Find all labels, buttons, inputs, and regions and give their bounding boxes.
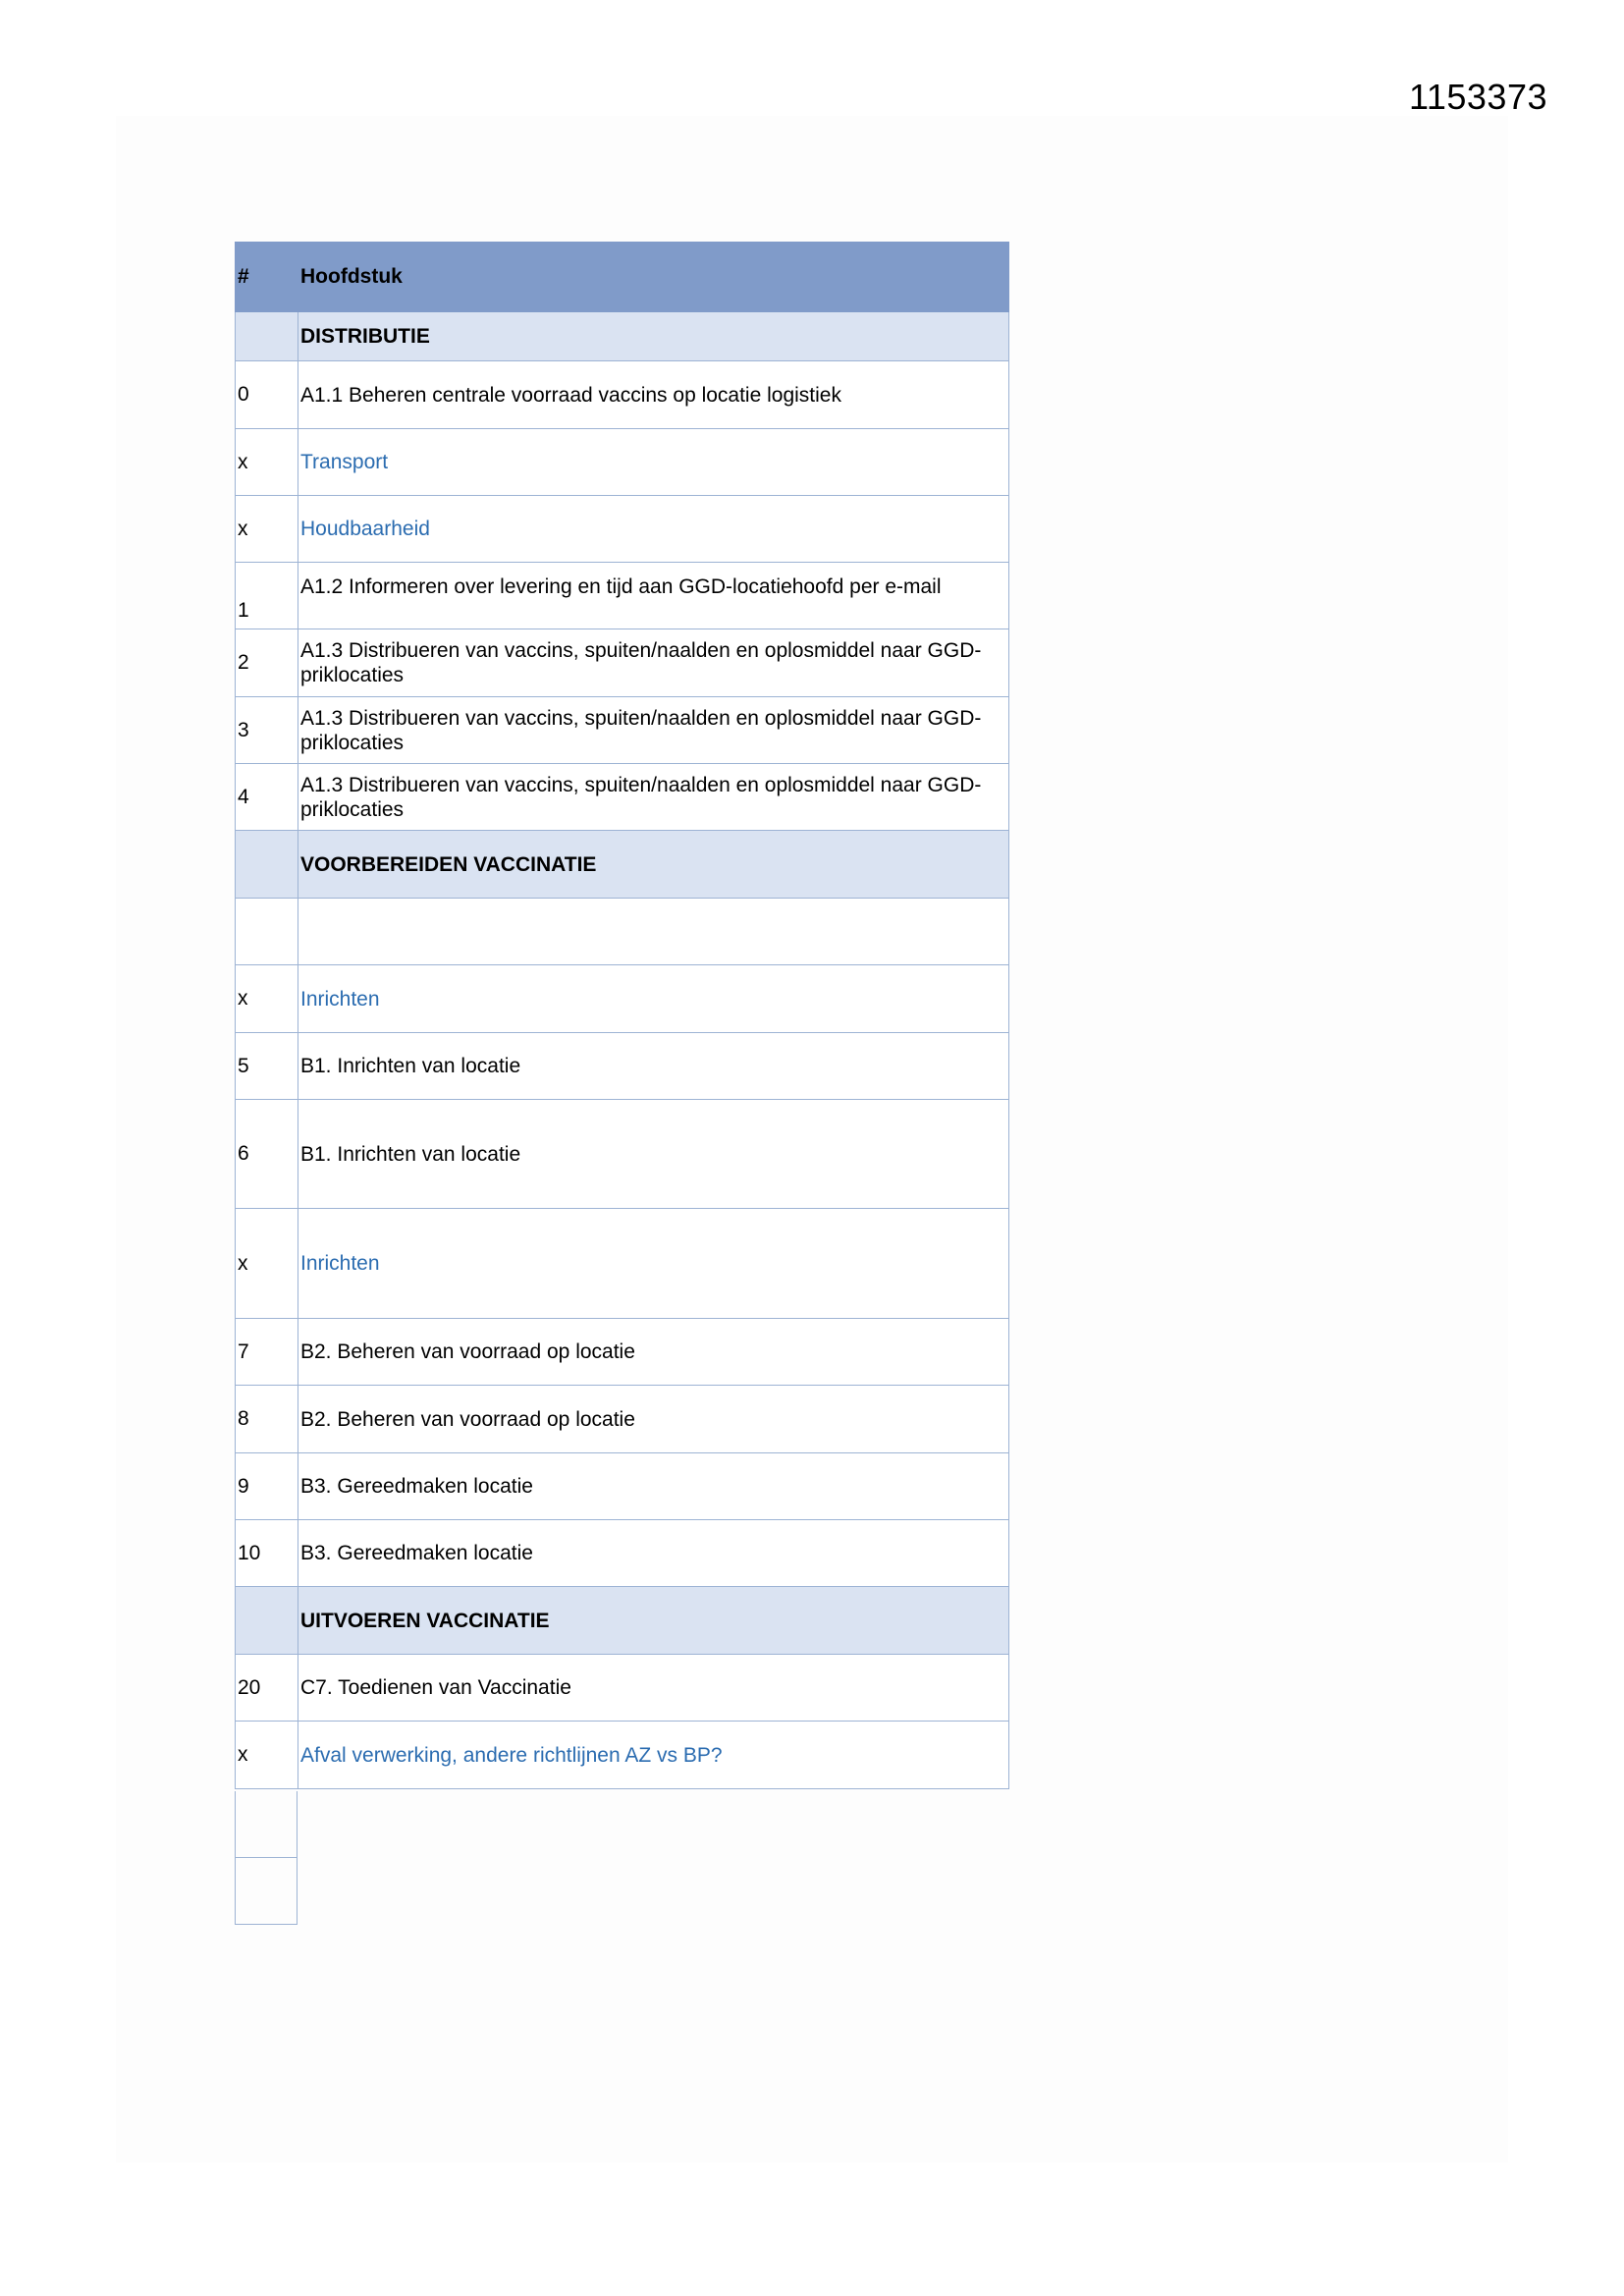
row-title: A1.1 Beheren centrale voorraad vaccins op locatie logistiek (300, 383, 841, 407)
empty-number-cell (235, 1858, 298, 1925)
row-number: 1 (236, 563, 298, 629)
table-row (235, 563, 1009, 629)
table-row (235, 1319, 1009, 1386)
table-row (235, 629, 1009, 697)
empty-number-cell (235, 1791, 298, 1858)
row-number (236, 831, 298, 898)
row-title: A1.3 Distribueren van vaccins, spuiten/naalden en oplosmiddel naar GGD-priklocaties (300, 706, 982, 754)
row-link-title[interactable]: Afval verwerking, andere richtlijnen AZ vs BP? (300, 1743, 723, 1767)
row-number: x (236, 429, 298, 495)
row-number: 3 (236, 697, 298, 763)
row-title: B1. Inrichten van locatie (300, 1142, 521, 1166)
table-row (235, 1520, 1009, 1587)
row-number: 9 (236, 1453, 298, 1519)
row-link-title[interactable]: Transport (300, 451, 389, 473)
table-row (235, 496, 1009, 563)
table-row (235, 1386, 1009, 1453)
row-number: 20 (236, 1655, 298, 1721)
section-title: DISTRIBUTIE (300, 325, 430, 348)
row-number: x (236, 1209, 298, 1318)
table-header-row (235, 242, 1009, 312)
table-row (235, 1209, 1009, 1319)
table-row (235, 764, 1009, 831)
row-title: A1.3 Distribueren van vaccins, spuiten/naalden en oplosmiddel naar GGD-priklocaties (300, 773, 982, 821)
row-link-title[interactable]: Inrichten (300, 1252, 380, 1275)
section-row-voorbereiden-vaccinatie (235, 831, 1009, 899)
section-title: UITVOEREN VACCINATIE (300, 1609, 550, 1632)
row-number: 8 (236, 1386, 298, 1452)
header-number-label: # (236, 242, 298, 311)
row-number: 6 (236, 1100, 298, 1208)
row-number: 10 (236, 1520, 298, 1586)
row-title: A1.3 Distribueren van vaccins, spuiten/naalden en oplosmiddel naar GGD-priklocaties (300, 639, 982, 686)
document-number: 1153373 (1409, 77, 1547, 117)
row-number: x (236, 1722, 298, 1788)
row-link-title[interactable]: Houdbaarheid (300, 518, 430, 540)
chapter-table (235, 242, 1009, 1789)
row-title: B1. Inrichten van locatie (300, 1055, 521, 1077)
row-title: B2. Beheren van voorraad op locatie (300, 1340, 635, 1363)
table-row (235, 965, 1009, 1033)
row-title: B3. Gereedmaken locatie (300, 1542, 533, 1564)
table-row (235, 1100, 1009, 1209)
row-number (236, 1587, 298, 1654)
header-chapter-label: Hoofdstuk (300, 265, 403, 288)
row-title: C7. Toedienen van Vaccinatie (300, 1676, 571, 1699)
section-row-uitvoeren-vaccinatie (235, 1587, 1009, 1655)
row-title (298, 899, 1008, 964)
table-row (235, 697, 1009, 764)
row-number: 2 (236, 629, 298, 696)
row-number: x (236, 965, 298, 1032)
row-link-title[interactable]: Inrichten (300, 987, 380, 1011)
section-title: VOORBEREIDEN VACCINATIE (300, 852, 597, 876)
row-number: x (236, 496, 298, 562)
row-number: 7 (236, 1319, 298, 1385)
table-row-empty (235, 899, 1009, 965)
table-row (235, 1453, 1009, 1520)
table-row (235, 1033, 1009, 1100)
row-title: A1.2 Informeren over levering en tijd aan GGD-locatiehoofd per e-mail (300, 575, 942, 598)
row-number: 5 (236, 1033, 298, 1099)
table-row (235, 1722, 1009, 1789)
table-row (235, 1655, 1009, 1722)
row-number (236, 312, 298, 360)
row-title: B3. Gereedmaken locatie (300, 1475, 533, 1498)
row-number (236, 899, 298, 964)
table-row (235, 429, 1009, 496)
table-row (235, 361, 1009, 429)
row-number: 4 (236, 764, 298, 830)
row-title: B2. Beheren van voorraad op locatie (300, 1407, 635, 1431)
section-row-distributie (235, 312, 1009, 361)
row-number: 0 (236, 361, 298, 428)
